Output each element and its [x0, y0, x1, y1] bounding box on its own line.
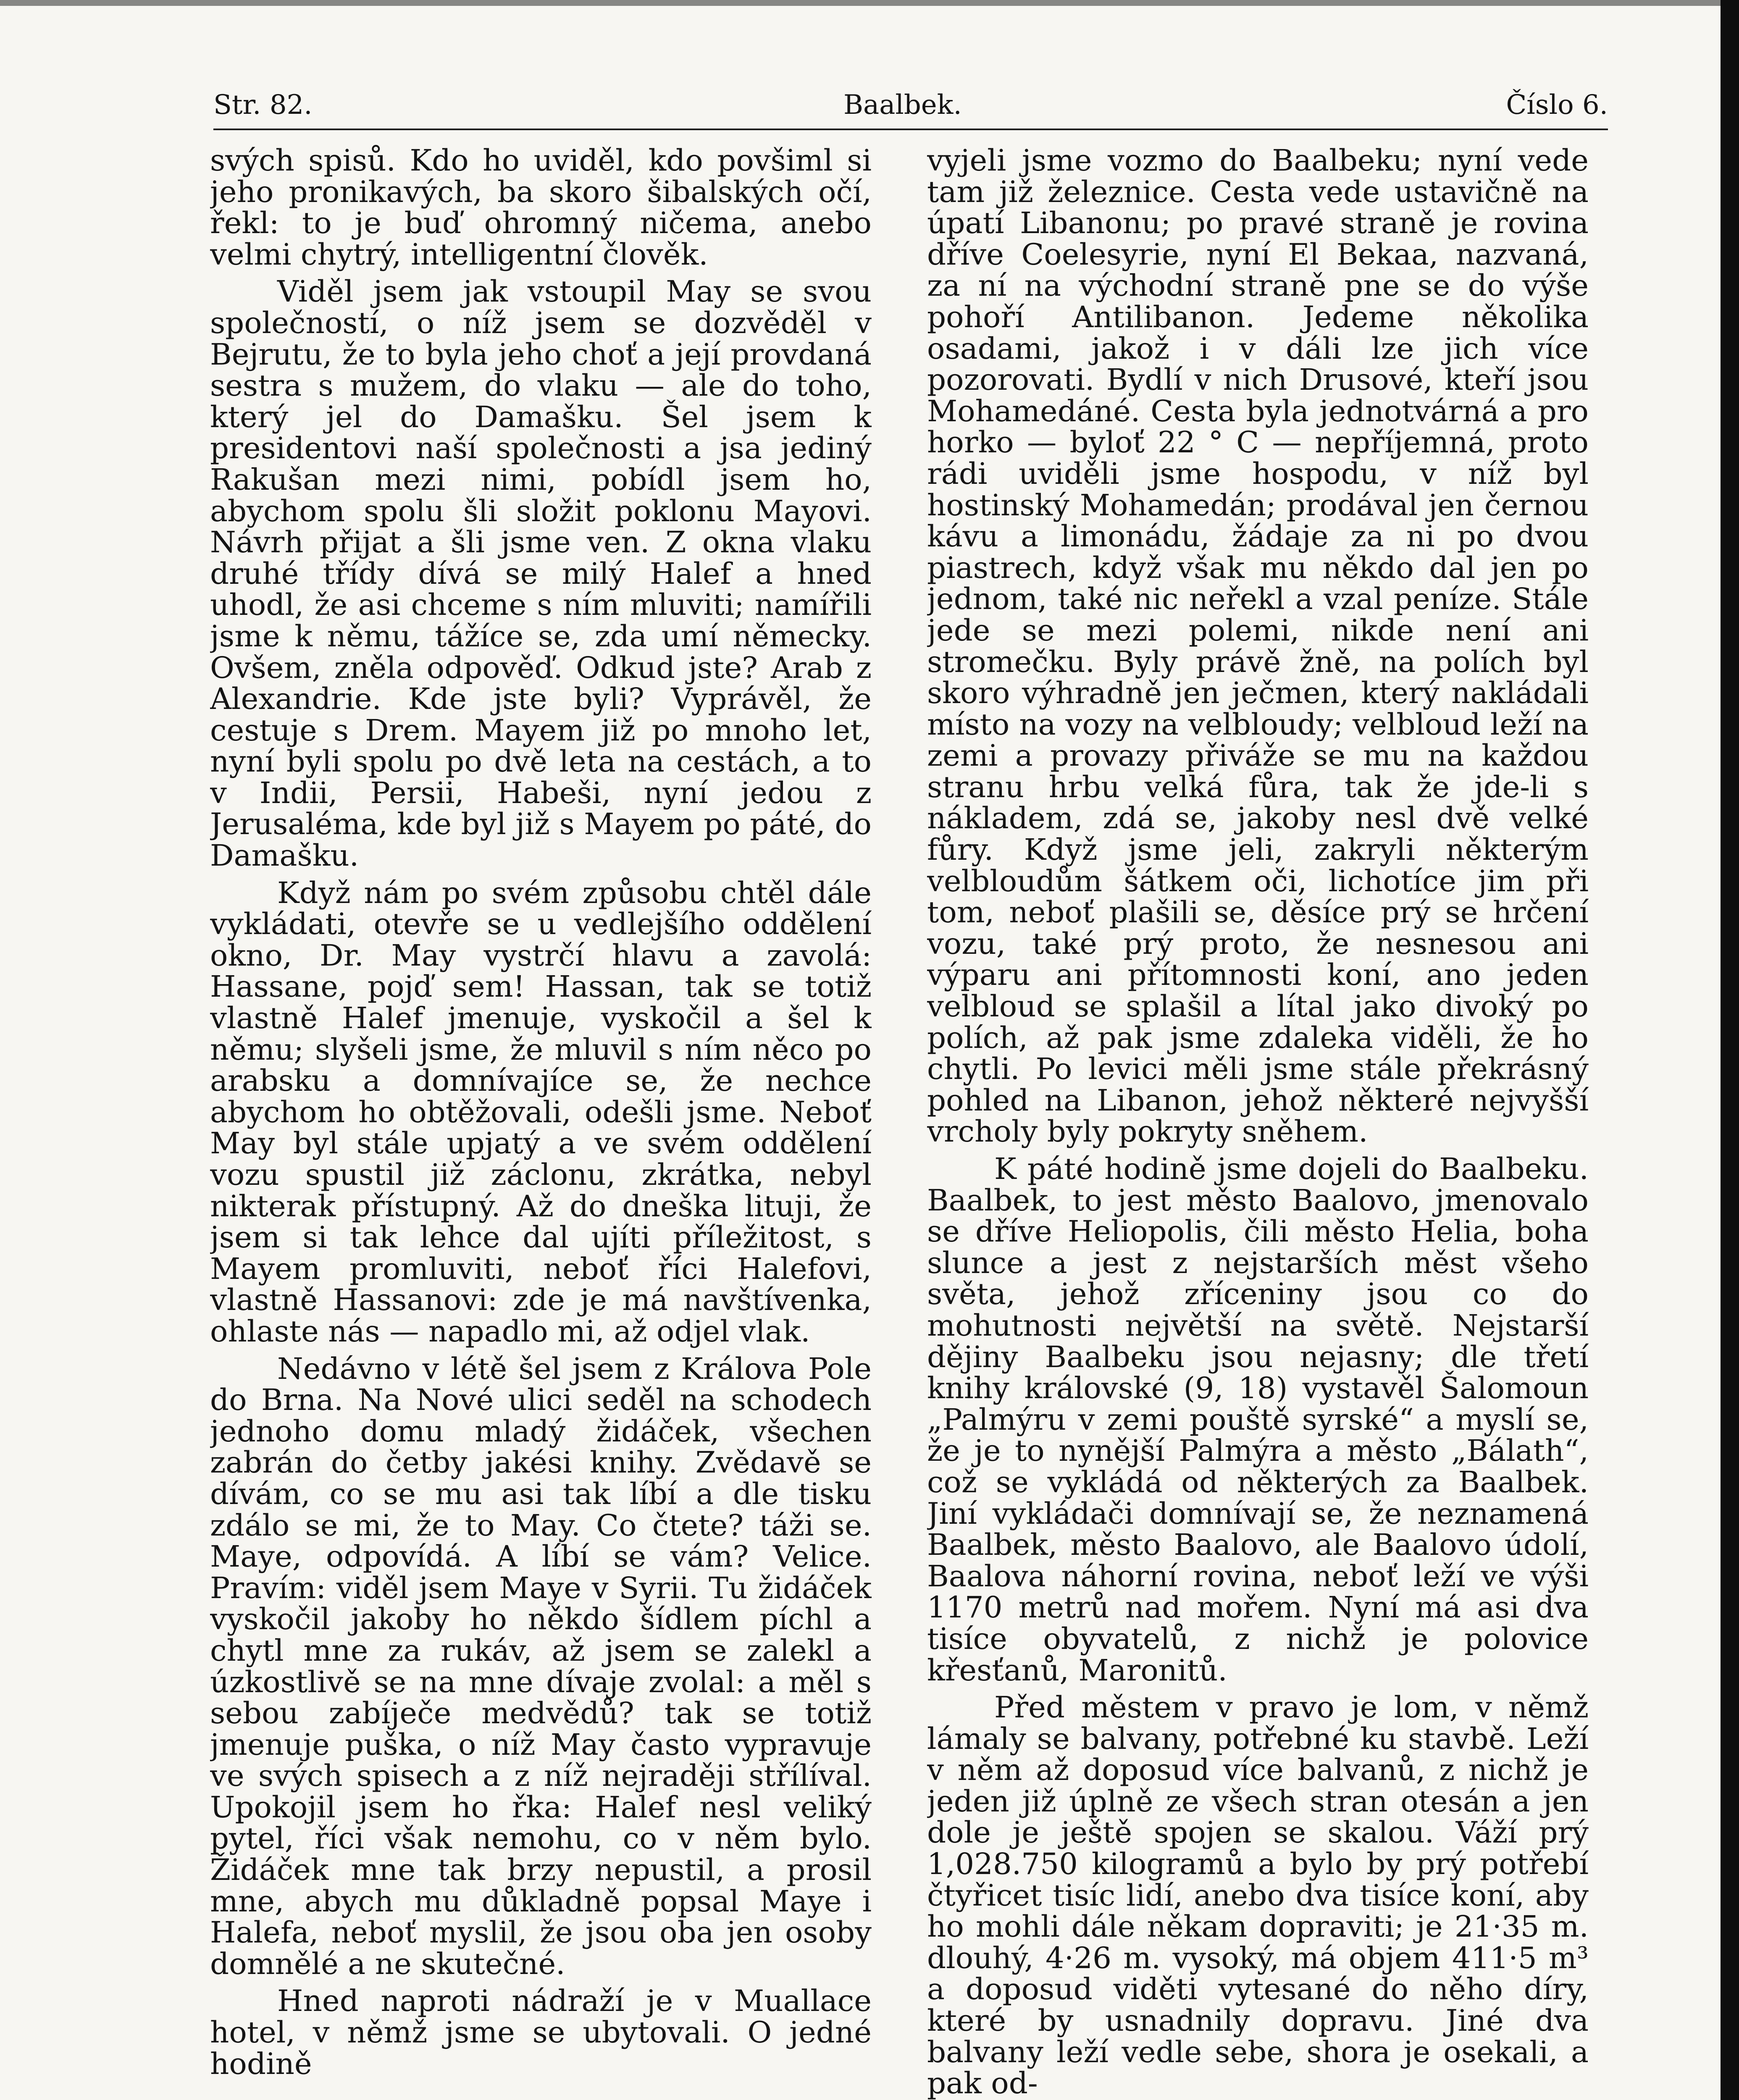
left-column [210, 145, 872, 2100]
paragraph: Před městem v pravo je lom, v němž lámaly se balvany, potřebné ku stavbě. Leží v něm až doposud více balvanů, z nichž je jeden již úplně ze všech stran otesán a jen dole je ještě spojen se skalou. Váží prý 1,028.750 kilogramů a bylo by prý potřebí čtyřicet tisíc lidí, anebo dva tisíce koní, aby ho mohli dále někam dopraviti; je 21·35 m. dlouhý, 4·26 m. vysoký, má objem 411·5 m³ a doposud viděti vytesané do něho díry, které by usnadnily dopravu. Jiné dva balvany leží vedle sebe, shora je osekali, a pak od- [927, 1690, 1589, 2100]
issue-number: Číslo 6. [1506, 89, 1608, 121]
running-header [213, 86, 1608, 124]
scan-edge-right [1721, 0, 1739, 2100]
paragraph: svých spisů. Kdo ho uviděl, kdo povšiml si jeho pronikavých, ba skoro šibalských očí, řekl: to je buď ohromný ničema, anebo velmi chytrý, intelligentní člověk. [210, 145, 872, 272]
paragraph: vyjeli jsme vozmo do Baalbeku; nyní vede tam již železnice. Cesta vede ustavičně na úpatí Libanonu; po pravé straně je rovina dříve Coelesyrie, nyní El Bekaa, nazvaná, za ní na východní straně pne se do výše pohoří Antilibanon. Jedeme několika osadami, jakož i v dáli lze jich více pozorovati. Bydlí v nich Drusové, kteří jsou Mohamedáné. Cesta byla jednotvárná a pro horko — byloť 22 ° C — nepříjemná, proto rádi uviděli jsme hospodu, v níž byl hostinský Mohamedán; prodával jen černou kávu a limonádu, žádaje za ni po dvou piastrech, když však mu někdo dal jen po jednom, také nic neřekl a vzal peníze. Stále jede se mezi polemi, nikde není ani stromečku. Byly právě žně, na polích byl skoro výhradně jen ječmen, který nakládali místo na vozy na velbloudy; velbloud leží na zemi a provazy přiváže se mu na každou stranu hrbu velká fůra, tak že jde-li s nákladem, zdá se, jakoby nesl dvě velké fůry. Když jsme jeli, zakryli některým velbloudům šátkem oči, lichotíce jim při tom, neboť plašili se, děsíce prý se hrčení vozu, také prý proto, že nesnesou ani výparu ani přítomnosti koní, ano jeden velbloud se splašil a lítal jako divoký po polích, až pak jsme zdaleka viděli, že ho chytli. Po levici měli jsme stále překrásný pohled na Libanon, jehož některé nejvyšší vrcholy byly pokryty sněhem. [927, 145, 1589, 1149]
paragraph: Nedávno v létě šel jsem z Králova Pole do Brna. Na Nové ulici seděl na schodech jednoho domu mladý židáček, všechen zabrán do četby jakési knihy. Zvědavě se dívám, co se mu asi tak líbí a dle tisku zdálo se mi, že to May. Co čtete? táži se. Maye, odpovídá. A líbí se vám? Velice. Pravím: viděl jsem Maye v Syrii. Tu židáček vyskočil jakoby ho někdo šídlem píchl a chytl mne za rukáv, až jsem se zalekl a úzkostlivě se na mne dívaje zvolal: a měl s sebou zabíječe medvědů? tak se totiž jmenuje puška, o níž May často vypravuje ve svých spisech a z níž nejraději střílíval. Upokojil jsem ho řka: Halef nesl veliký pytel, říci však nemohu, co v něm bylo. Židáček mne tak brzy nepustil, a prosil mne, abych mu důkladně popsal Maye i Halefa, neboť myslil, že jsou oba jen osoby domnělé a ne skutečné. [210, 1351, 872, 1981]
paragraph: Když nám po svém způsobu chtěl dále vykládati, otevře se u vedlejšího oddělení okno, Dr. May vystrčí hlavu a zavolá: Hassane, pojď sem! Hassan, tak se totiž vlastně Halef jmenuje, vyskočil a šel k němu; slyšeli jsme, že mluvil s ním něco po arabsku a domnívajíce se, že nechce abychom ho obtěžovali, odešli jsme. Neboť May byl stále upjatý a ve svém oddělení vozu spustil již záclonu, zkrátka, nebyl nikterak přístupný. Až do dneška lituji, že jsem si tak lehce dal ujíti příležitost, s Mayem promluviti, neboť říci Halefovi, vlastně Hassanovi: zde je má navštívenka, ohlaste nás — napadlo mi, až odjel vlak. [210, 875, 872, 1349]
header-rule [213, 129, 1608, 130]
right-column [927, 145, 1589, 2100]
paragraph: K páté hodině jsme dojeli do Baalbeku. Baalbek, to jest město Baalovo, jmenovalo se dříve Heliopolis, čili město Helia, boha slunce a jest z nejstarších měst všeho světa, jehož zříceniny jsou co do mohutnosti největší na světě. Nejstarší dějiny Baalbeku jsou nejasny; dle třetí knihy královské (9, 18) vystavěl Šalomoun „Palmýru v zemi pouště syrské“ a myslí se, že je to nynější Palmýra a město „Bálath“, což se vykládá od některých za Baalbek. Jiní vykládači domnívají se, že neznamená Baalbek, město Baalovo, ale Baalovo údolí, Baalova náhorní rovina, neboť leží ve výši 1170 metrů nad mořem. Nyní má asi dva tisíce obyvatelů, z nichž je polovice křesťanů, Maronitů. [927, 1152, 1589, 1688]
paragraph: Viděl jsem jak vstoupil May se svou společností, o níž jsem se dozvěděl v Bejrutu, že to byla jeho choť a její provdaná sestra s mužem, do vlaku — ale do toho, který jel do Damašku. Šel jsem k presidentovi naší společnosti a jsa jediný Rakušan mezi nimi, pobídl jsem ho, abychom spolu šli složit poklonu Mayovi. Návrh přijat a šli jsme ven. Z okna vlaku druhé třídy dívá se milý Halef a hned uhodl, že asi chceme s ním mluviti; namířili jsme k němu, tážíce se, zda umí německy. Ovšem, zněla odpověď. Odkud jste? Arab z Alexandrie. Kde jste byli? Vyprávěl, že cestuje s Drem. Mayem již po mnoho let, nyní byli spolu po dvě leta na cestách, a to v Indii, Persii, Habeši, nyní jedou z Jerusaléma, kde byl již s Mayem po páté, do Damašku. [210, 274, 872, 873]
page-number: Str. 82. [213, 89, 313, 121]
scan-edge-top [0, 0, 1739, 6]
section-title: Baalbek. [843, 89, 962, 121]
paragraph: Hned naproti nádraží je v Muallace hotel, v němž jsme se ubytovali. O jedné hodině [210, 1984, 872, 2081]
